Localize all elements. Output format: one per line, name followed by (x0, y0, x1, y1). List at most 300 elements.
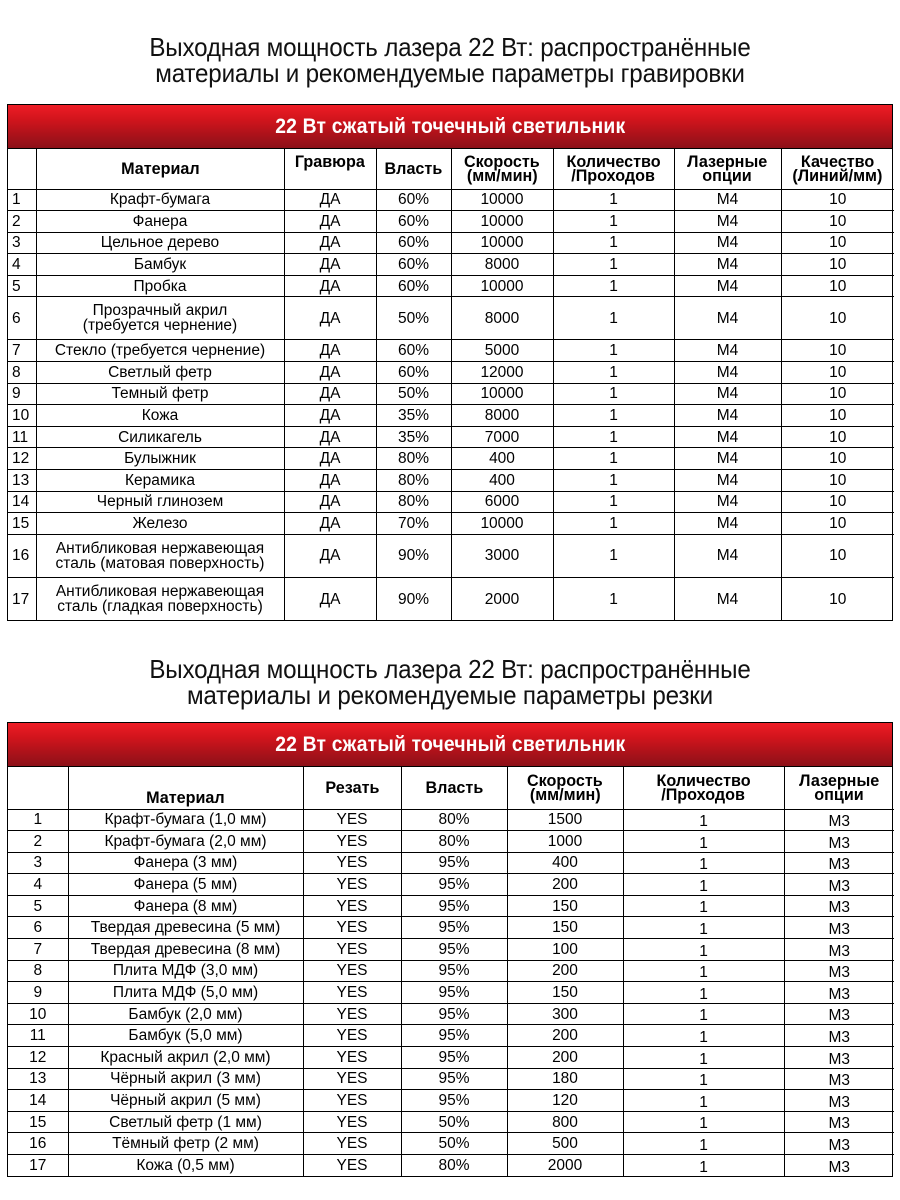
cell-material: Антибликовая нержавеющая сталь (матовая поверхность) (36, 534, 284, 577)
cell-cut: YES (303, 1133, 401, 1155)
header-laser-options: Лазерные опции (674, 149, 781, 189)
engraving-header-row (8, 149, 894, 189)
cell-cut: YES (303, 982, 401, 1004)
cutting-title (32, 656, 869, 708)
cell-speed: 200 (507, 874, 623, 896)
cell-passes: 1 (553, 577, 674, 620)
table-row (8, 254, 894, 276)
cell-engrave: ДА (284, 362, 376, 384)
cell-passes: 1 (623, 1068, 784, 1090)
cell-power: 95% (401, 982, 507, 1004)
cell-speed: 200 (507, 960, 623, 982)
table-row (8, 831, 894, 853)
cutting-table-banner (8, 723, 892, 767)
cell-num: 1 (8, 189, 36, 211)
cell-engrave: ДА (284, 211, 376, 233)
cell-engrave: ДА (284, 534, 376, 577)
header-quality: Качество (Линий/мм) (781, 149, 894, 189)
cell-laser-option: M3 (784, 1155, 894, 1177)
cell-passes: 1 (553, 340, 674, 362)
cell-speed: 6000 (451, 491, 553, 513)
cell-power: 60% (376, 211, 451, 233)
cell-power: 80% (401, 809, 507, 831)
cell-laser-option: M3 (784, 917, 894, 939)
cell-cut: YES (303, 831, 401, 853)
table-row (8, 917, 894, 939)
cell-material: Красный акрил (2,0 мм) (68, 1047, 303, 1069)
cell-speed: 10000 (451, 211, 553, 233)
cell-material: Крафт-бумага (2,0 мм) (68, 831, 303, 853)
cell-material: Тёмный фетр (2 мм) (68, 1133, 303, 1155)
cell-speed: 120 (507, 1090, 623, 1112)
cell-material: Светлый фетр (1 мм) (68, 1111, 303, 1133)
cell-speed: 8000 (451, 254, 553, 276)
cell-engrave: ДА (284, 491, 376, 513)
cell-speed: 8000 (451, 297, 553, 340)
cell-power: 90% (376, 577, 451, 620)
cell-engrave: ДА (284, 340, 376, 362)
cell-cut: YES (303, 809, 401, 831)
cell-passes: 1 (623, 809, 784, 831)
cell-power: 95% (401, 917, 507, 939)
cell-power: 95% (401, 895, 507, 917)
cell-num: 1 (8, 809, 68, 831)
cell-speed: 180 (507, 1068, 623, 1090)
cell-num: 4 (8, 874, 68, 896)
cell-num: 10 (8, 405, 36, 427)
cell-cut: YES (303, 960, 401, 982)
cell-laser-option: M4 (674, 470, 781, 492)
cell-material: Твердая древесина (5 мм) (68, 917, 303, 939)
cell-quality: 10 (781, 448, 894, 470)
cell-speed: 10000 (451, 232, 553, 254)
banner-text: 22 Вт сжатый точечный светильник (274, 115, 626, 138)
cell-quality: 10 (781, 362, 894, 384)
cell-laser-option: M4 (674, 362, 781, 384)
cell-num: 8 (8, 960, 68, 982)
cell-engrave: ДА (284, 297, 376, 340)
banner-text: 22 Вт сжатый точечный светильник (274, 733, 626, 756)
cell-material: Бамбук (36, 254, 284, 276)
table-row (8, 470, 894, 492)
cell-speed: 150 (507, 917, 623, 939)
cell-cut: YES (303, 939, 401, 961)
cell-quality: 10 (781, 211, 894, 233)
cell-num: 3 (8, 852, 68, 874)
cell-speed: 10000 (451, 275, 553, 297)
cell-material: Цельное дерево (36, 232, 284, 254)
table-row (8, 809, 894, 831)
cell-passes: 1 (623, 852, 784, 874)
cell-passes: 1 (623, 1025, 784, 1047)
cell-laser-option: M4 (674, 340, 781, 362)
cell-num: 9 (8, 982, 68, 1004)
cell-material: Булыжник (36, 448, 284, 470)
cell-power: 95% (401, 1047, 507, 1069)
cell-num: 14 (8, 1090, 68, 1112)
table-row (8, 874, 894, 896)
header-power: Власть (401, 767, 507, 809)
table-row (8, 960, 894, 982)
cell-passes: 1 (623, 939, 784, 961)
table-row (8, 1068, 894, 1090)
cell-material: Чёрный акрил (3 мм) (68, 1068, 303, 1090)
table-row (8, 297, 894, 340)
cell-laser-option: M4 (674, 534, 781, 577)
cell-passes: 1 (553, 470, 674, 492)
cell-engrave: ДА (284, 513, 376, 535)
table-row (8, 189, 894, 211)
cell-laser-option: M4 (674, 211, 781, 233)
cell-speed: 8000 (451, 405, 553, 427)
cell-power: 90% (376, 534, 451, 577)
cell-engrave: ДА (284, 232, 376, 254)
cell-speed: 500 (507, 1133, 623, 1155)
cell-power: 80% (401, 831, 507, 853)
cell-power: 70% (376, 513, 451, 535)
cell-passes: 1 (553, 362, 674, 384)
cell-num: 6 (8, 297, 36, 340)
cell-cut: YES (303, 874, 401, 896)
cell-cut: YES (303, 1090, 401, 1112)
table-row (8, 405, 894, 427)
table-row (8, 1090, 894, 1112)
cell-laser-option: M4 (674, 426, 781, 448)
cell-num: 4 (8, 254, 36, 276)
cell-power: 60% (376, 189, 451, 211)
cell-power: 95% (401, 1068, 507, 1090)
cell-power: 60% (376, 232, 451, 254)
cell-cut: YES (303, 1155, 401, 1177)
cell-speed: 12000 (451, 362, 553, 384)
header-laser-options: Лазерные опции (784, 767, 894, 809)
cell-power: 50% (376, 297, 451, 340)
cell-laser-option: M3 (784, 831, 894, 853)
cell-laser-option: M3 (784, 1133, 894, 1155)
header-cut: Резать (303, 767, 401, 809)
table-row (8, 275, 894, 297)
cell-num: 8 (8, 362, 36, 384)
engraving-grid (8, 149, 894, 620)
cell-laser-option: M3 (784, 852, 894, 874)
cell-engrave: ДА (284, 189, 376, 211)
cell-quality: 10 (781, 297, 894, 340)
cell-power: 60% (376, 275, 451, 297)
cell-num: 11 (8, 1025, 68, 1047)
table-row (8, 895, 894, 917)
table-row (8, 1003, 894, 1025)
cell-cut: YES (303, 1003, 401, 1025)
cell-quality: 10 (781, 491, 894, 513)
cell-material: Светлый фетр (36, 362, 284, 384)
cell-speed: 3000 (451, 534, 553, 577)
cell-material: Фанера (36, 211, 284, 233)
cell-material: Прозрачный акрил (требуется чернение) (36, 297, 284, 340)
cell-passes: 1 (623, 874, 784, 896)
cell-num: 15 (8, 1111, 68, 1133)
cell-material: Крафт-бумага (1,0 мм) (68, 809, 303, 831)
cell-speed: 300 (507, 1003, 623, 1025)
cell-passes: 1 (553, 513, 674, 535)
cell-speed: 150 (507, 895, 623, 917)
cutting-title-line1: Выходная мощность лазера 22 Вт: распространённые (149, 654, 751, 684)
cell-passes: 1 (553, 383, 674, 405)
table-row (8, 982, 894, 1004)
cell-power: 95% (401, 1003, 507, 1025)
cell-material: Чёрный акрил (5 мм) (68, 1090, 303, 1112)
cell-passes: 1 (553, 534, 674, 577)
engraving-title-line2: материалы и рекомендуемые параметры гравировки (155, 58, 745, 88)
cell-quality: 10 (781, 340, 894, 362)
cell-laser-option: M4 (674, 513, 781, 535)
cell-num: 10 (8, 1003, 68, 1025)
cell-laser-option: M4 (674, 232, 781, 254)
table-row (8, 1047, 894, 1069)
cell-num: 16 (8, 1133, 68, 1155)
cell-num: 9 (8, 383, 36, 405)
table-row (8, 491, 894, 513)
table-row (8, 383, 894, 405)
table-row (8, 340, 894, 362)
cell-cut: YES (303, 895, 401, 917)
cell-material: Плита МДФ (5,0 мм) (68, 982, 303, 1004)
cell-material: Кожа (36, 405, 284, 427)
cell-num: 5 (8, 895, 68, 917)
header-material: Материал (36, 149, 284, 189)
cell-speed: 200 (507, 1047, 623, 1069)
cell-cut: YES (303, 1068, 401, 1090)
table-row (8, 1155, 894, 1177)
cell-power: 60% (376, 340, 451, 362)
cell-engrave: ДА (284, 470, 376, 492)
cell-passes: 1 (553, 211, 674, 233)
cell-cut: YES (303, 852, 401, 874)
cell-speed: 800 (507, 1111, 623, 1133)
cell-laser-option: M4 (674, 405, 781, 427)
cell-passes: 1 (553, 275, 674, 297)
header-num (8, 767, 68, 809)
header-speed: Скорость (мм/мин) (451, 149, 553, 189)
cell-material: Крафт-бумага (36, 189, 284, 211)
cell-quality: 10 (781, 405, 894, 427)
cell-engrave: ДА (284, 383, 376, 405)
cell-laser-option: M3 (784, 982, 894, 1004)
cell-num: 3 (8, 232, 36, 254)
table-row (8, 1133, 894, 1155)
cell-quality: 10 (781, 513, 894, 535)
cell-laser-option: M3 (784, 1111, 894, 1133)
cell-power: 95% (401, 939, 507, 961)
cell-speed: 5000 (451, 340, 553, 362)
table-row (8, 577, 894, 620)
cell-cut: YES (303, 917, 401, 939)
cell-speed: 1500 (507, 809, 623, 831)
cell-quality: 10 (781, 232, 894, 254)
cell-num: 16 (8, 534, 36, 577)
cell-laser-option: M4 (674, 189, 781, 211)
cell-num: 14 (8, 491, 36, 513)
cell-power: 95% (401, 1025, 507, 1047)
cell-laser-option: M3 (784, 1025, 894, 1047)
header-passes: Количество /Проходов (553, 149, 674, 189)
cell-quality: 10 (781, 470, 894, 492)
cell-cut: YES (303, 1047, 401, 1069)
cell-speed: 7000 (451, 426, 553, 448)
cell-passes: 1 (553, 189, 674, 211)
cell-material: Фанера (3 мм) (68, 852, 303, 874)
cell-num: 7 (8, 939, 68, 961)
cell-material: Фанера (8 мм) (68, 895, 303, 917)
cutting-header-row (8, 767, 894, 809)
cell-power: 60% (376, 254, 451, 276)
engraving-title-line1: Выходная мощность лазера 22 Вт: распространённые (149, 32, 751, 62)
cell-laser-option: M3 (784, 1090, 894, 1112)
cell-passes: 1 (623, 895, 784, 917)
cutting-title-line2: материалы и рекомендуемые параметры резки (186, 680, 714, 710)
header-power: Власть (376, 149, 451, 189)
cell-laser-option: M3 (784, 874, 894, 896)
cell-power: 95% (401, 874, 507, 896)
cell-speed: 200 (507, 1025, 623, 1047)
cell-speed: 10000 (451, 513, 553, 535)
cell-passes: 1 (553, 491, 674, 513)
header-engrave: Гравюра (284, 149, 376, 189)
engraving-table (7, 104, 893, 621)
cell-cut: YES (303, 1111, 401, 1133)
cell-material: Плита МДФ (3,0 мм) (68, 960, 303, 982)
cell-num: 17 (8, 577, 36, 620)
cell-material: Темный фетр (36, 383, 284, 405)
cell-engrave: ДА (284, 254, 376, 276)
cell-quality: 10 (781, 275, 894, 297)
cell-power: 80% (376, 491, 451, 513)
cell-engrave: ДА (284, 405, 376, 427)
cell-laser-option: M4 (674, 383, 781, 405)
cell-passes: 1 (623, 982, 784, 1004)
cell-engrave: ДА (284, 426, 376, 448)
cell-material: Силикагель (36, 426, 284, 448)
cell-num: 7 (8, 340, 36, 362)
cell-num: 12 (8, 1047, 68, 1069)
cell-laser-option: M4 (674, 491, 781, 513)
cell-passes: 1 (623, 831, 784, 853)
cell-quality: 10 (781, 383, 894, 405)
cell-passes: 1 (623, 1111, 784, 1133)
cell-num: 12 (8, 448, 36, 470)
cell-power: 35% (376, 405, 451, 427)
cell-material: Фанера (5 мм) (68, 874, 303, 896)
cell-power: 95% (401, 852, 507, 874)
cell-laser-option: M3 (784, 939, 894, 961)
table-row (8, 362, 894, 384)
cell-passes: 1 (553, 426, 674, 448)
cell-power: 80% (376, 470, 451, 492)
cell-num: 13 (8, 470, 36, 492)
cell-quality: 10 (781, 189, 894, 211)
cell-engrave: ДА (284, 275, 376, 297)
cell-passes: 1 (623, 1090, 784, 1112)
cell-speed: 150 (507, 982, 623, 1004)
cell-power: 95% (401, 960, 507, 982)
cell-num: 11 (8, 426, 36, 448)
cutting-table (7, 722, 893, 1177)
header-num (8, 149, 36, 189)
cell-num: 2 (8, 831, 68, 853)
cell-passes: 1 (553, 232, 674, 254)
cell-speed: 400 (451, 448, 553, 470)
cell-laser-option: M3 (784, 809, 894, 831)
cell-num: 6 (8, 917, 68, 939)
cell-material: Кожа (0,5 мм) (68, 1155, 303, 1177)
cell-passes: 1 (623, 1133, 784, 1155)
cell-passes: 1 (553, 448, 674, 470)
cell-passes: 1 (623, 960, 784, 982)
cell-material: Пробка (36, 275, 284, 297)
cell-material: Керамика (36, 470, 284, 492)
cell-speed: 1000 (507, 831, 623, 853)
cell-laser-option: M3 (784, 1068, 894, 1090)
table-row (8, 448, 894, 470)
cell-quality: 10 (781, 254, 894, 276)
table-row (8, 1025, 894, 1047)
table-row (8, 939, 894, 961)
cell-laser-option: M3 (784, 960, 894, 982)
table-row (8, 852, 894, 874)
cell-quality: 10 (781, 577, 894, 620)
cell-laser-option: M3 (784, 895, 894, 917)
cell-cut: YES (303, 1025, 401, 1047)
cell-passes: 1 (623, 917, 784, 939)
cell-speed: 2000 (451, 577, 553, 620)
cell-material: Железо (36, 513, 284, 535)
cell-power: 60% (376, 362, 451, 384)
cell-passes: 1 (553, 405, 674, 427)
cell-material: Бамбук (2,0 мм) (68, 1003, 303, 1025)
cell-material: Черный глинозем (36, 491, 284, 513)
cell-num: 15 (8, 513, 36, 535)
cell-speed: 400 (507, 852, 623, 874)
cell-power: 80% (401, 1155, 507, 1177)
cell-quality: 10 (781, 534, 894, 577)
cell-passes: 1 (553, 297, 674, 340)
cell-speed: 2000 (507, 1155, 623, 1177)
header-speed: Скорость (мм/мин) (507, 767, 623, 809)
cell-laser-option: M4 (674, 577, 781, 620)
table-row (8, 513, 894, 535)
cell-power: 80% (376, 448, 451, 470)
header-passes: Количество /Проходов (623, 767, 784, 809)
cell-num: 2 (8, 211, 36, 233)
cell-num: 5 (8, 275, 36, 297)
cell-quality: 10 (781, 426, 894, 448)
cell-laser-option: M4 (674, 254, 781, 276)
cell-speed: 100 (507, 939, 623, 961)
cell-engrave: ДА (284, 448, 376, 470)
cutting-grid (8, 767, 894, 1176)
engraving-title (32, 34, 869, 86)
cell-speed: 10000 (451, 383, 553, 405)
cell-material: Твердая древесина (8 мм) (68, 939, 303, 961)
cell-power: 95% (401, 1090, 507, 1112)
cell-power: 50% (401, 1133, 507, 1155)
cell-passes: 1 (623, 1155, 784, 1177)
cell-power: 50% (401, 1111, 507, 1133)
cell-laser-option: M4 (674, 297, 781, 340)
cell-engrave: ДА (284, 577, 376, 620)
cell-passes: 1 (623, 1003, 784, 1025)
cell-speed: 10000 (451, 189, 553, 211)
cell-num: 17 (8, 1155, 68, 1177)
